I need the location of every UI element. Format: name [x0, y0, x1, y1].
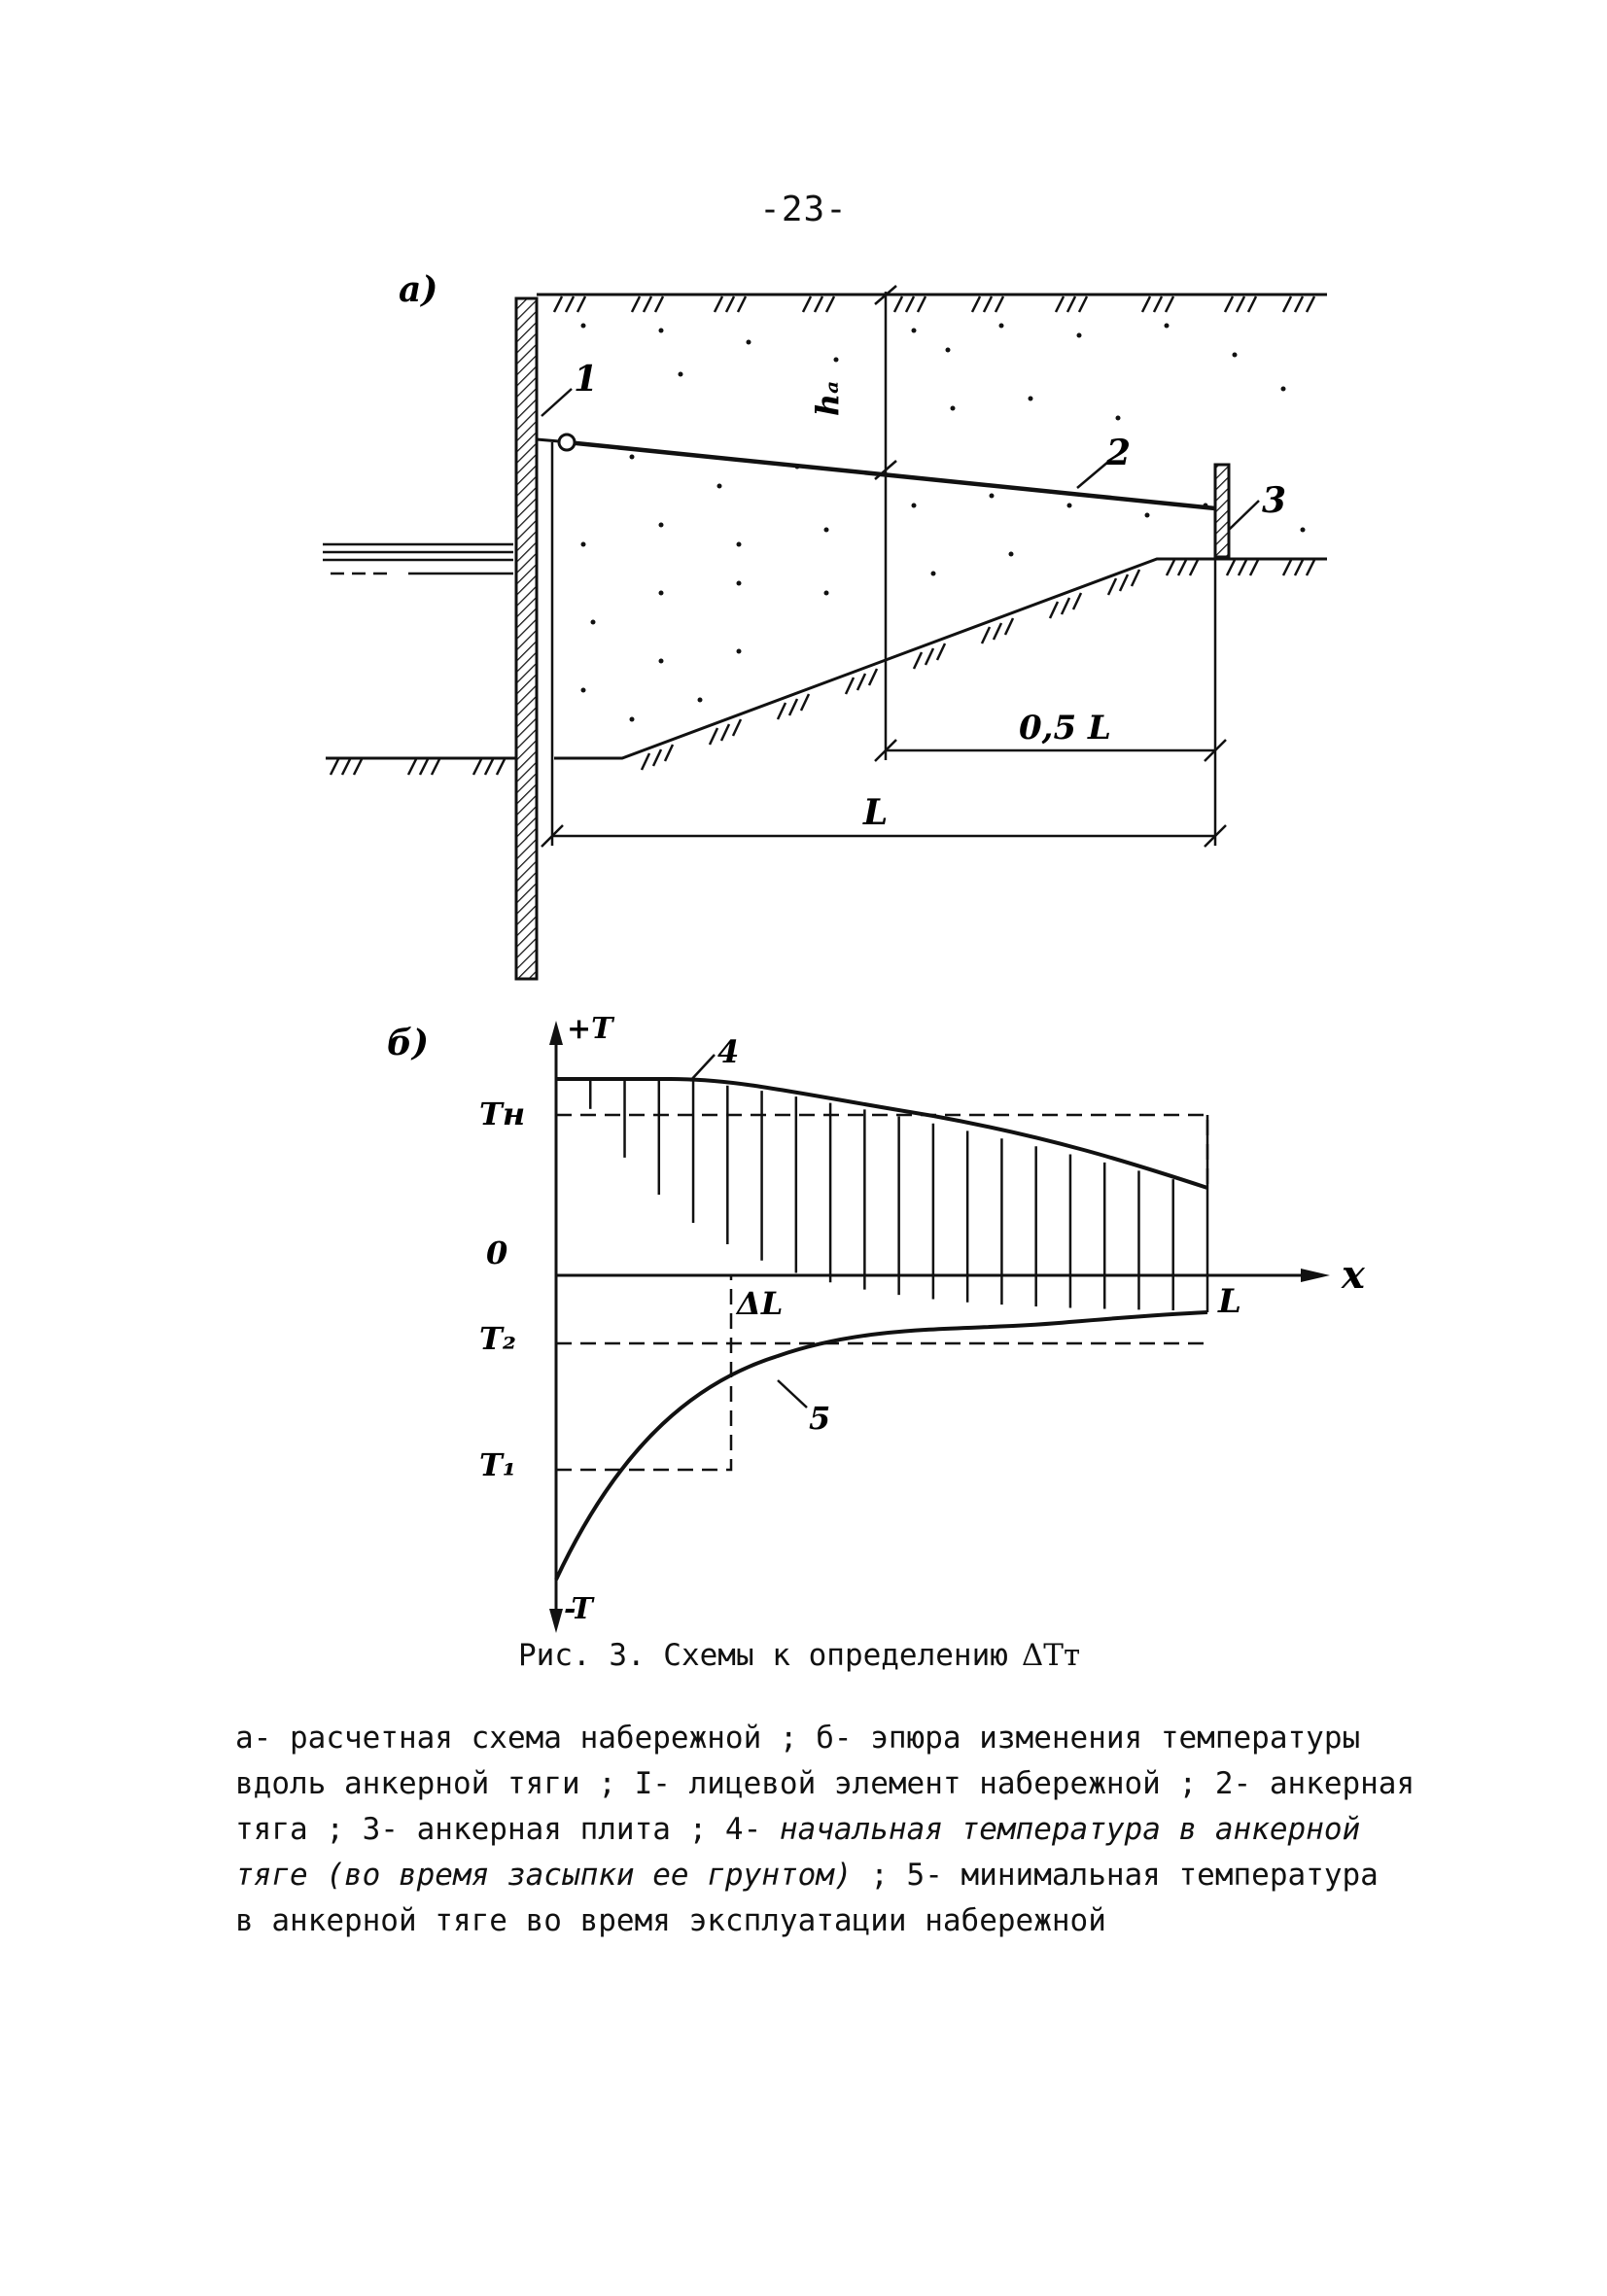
leader-2	[1077, 462, 1108, 488]
legend-line-5: в анкерной тяге во время эксплуатации набережной	[235, 1903, 1106, 1938]
leader-1	[541, 389, 572, 416]
curve-minimum-temperature	[556, 1312, 1207, 1580]
temp-axis-arrow-down	[549, 1609, 563, 1633]
t2-label: T₂	[479, 1320, 516, 1357]
caption-text: Рис. 3. Схемы к определению	[518, 1638, 1008, 1673]
figure-caption	[518, 1638, 1080, 1673]
tn-dashed-line	[556, 1115, 1207, 1186]
label-5: 5	[809, 1400, 831, 1437]
quay-wall	[516, 298, 537, 979]
label-2: 2	[1106, 433, 1132, 473]
end-label-L: L	[1218, 1282, 1241, 1321]
panel-label-b: б)	[387, 1023, 430, 1063]
legend-line-3b: начальная температура в анкерной	[779, 1812, 1361, 1847]
legend-line-4	[235, 1853, 1421, 1898]
tn-label: Tн	[479, 1096, 526, 1132]
top-ground-hatch	[554, 296, 1314, 312]
leader-4	[690, 1055, 715, 1081]
anchor-plate	[1215, 465, 1229, 557]
legend-line-3	[235, 1807, 1421, 1853]
temp-axis-arrow-up	[549, 1021, 563, 1045]
legend-line-3a: тяга ; 3- анкерная плита ; 4-	[235, 1812, 780, 1847]
dim-half-label: 0,5 L	[1019, 709, 1111, 748]
t1-label: T₁	[479, 1446, 516, 1483]
legend-line-4b: ; 5- минимальная температура	[852, 1858, 1379, 1893]
label-4: 4	[717, 1033, 740, 1070]
axis-neg-label: -T	[564, 1592, 593, 1626]
label-1: 1	[574, 359, 599, 400]
water-surface	[323, 544, 513, 574]
legend-line-4a: тяге (во время засыпки ее грунтом)	[235, 1858, 853, 1893]
figure-legend	[235, 1716, 1421, 1944]
label-3: 3	[1262, 480, 1287, 521]
leader-5	[778, 1380, 807, 1408]
seabed-hatch	[331, 759, 505, 775]
panel-label-a: а)	[399, 269, 438, 310]
caption-symbol: ΔTᴛ	[1021, 1638, 1081, 1673]
zero-label: 0	[486, 1235, 508, 1271]
tie-stub	[537, 439, 559, 441]
dim-ha: hₐ	[809, 380, 846, 417]
legend-line-2: вдоль анкерной тяги ; I- лицевой элемент набережной ; 2- анкерная	[235, 1766, 1415, 1801]
dl-label: ΔL	[737, 1285, 784, 1322]
dim-full-label: L	[863, 792, 889, 833]
diagram-a	[323, 269, 1327, 979]
backfill-dots	[581, 324, 1306, 722]
legend-line-1: а- расчетная схема набережной ; б- эпюра изменения температуры	[235, 1721, 1361, 1756]
tie-hinge	[559, 435, 575, 450]
leader-3	[1229, 501, 1259, 530]
x-axis-arrow	[1301, 1269, 1330, 1282]
slope-hatch	[642, 560, 1314, 770]
diagram-b	[387, 1012, 1366, 1633]
axis-pos-label: +T	[567, 1012, 613, 1046]
curve-initial-temperature	[556, 1079, 1207, 1188]
page-number: -23-	[759, 190, 848, 229]
x-label: x	[1342, 1252, 1365, 1298]
